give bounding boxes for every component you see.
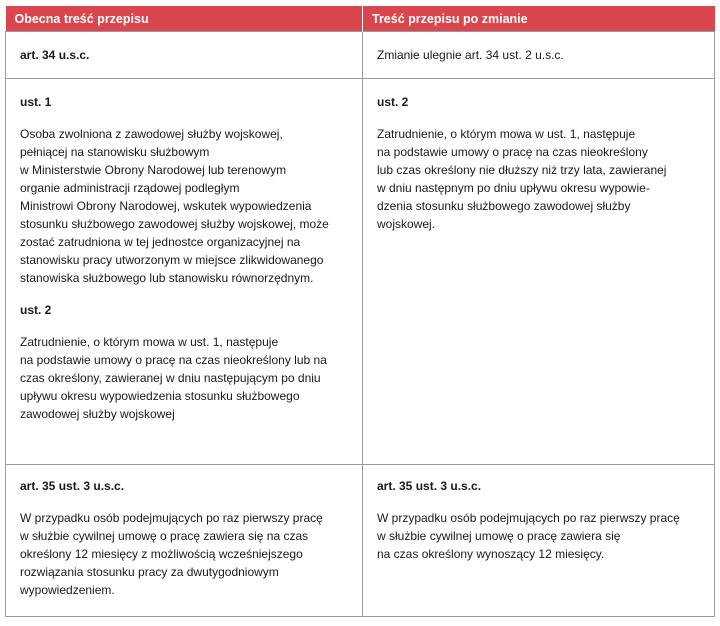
- table-row: [6, 465, 715, 617]
- cell-current: [6, 79, 363, 465]
- section-label: ust. 2: [377, 95, 409, 109]
- article-text: W przypadku osób podejmujących po raz pierwszy pracę w służbie cywilnej umowę o pracę zawiera się na czas określony wynoszący 12 miesięcy.: [377, 511, 680, 561]
- table-row: [6, 79, 715, 465]
- comparison-table: [5, 6, 715, 617]
- section-text: Zatrudnienie, o którym mowa w ust. 1, następuje na podstawie umowy o pracę na czas nieokreślony lub na czas określony, zawieranej w dniu następującym po dniu upływu okresu wypowiedzenia stosunku służbowego zawodowej służby wojskowej: [20, 335, 327, 421]
- section-text: Zatrudnienie, o którym mowa w ust. 1, następuje na podstawie umowy o pracę na czas nieokreślony lub czas określony nie dłuższy niż trzy lata, zawieranej w dniu następnym po dniu upływu okresu wypowie- dzenia stosunku służbowego zawodowej służby wojskowej.: [377, 127, 667, 231]
- section-label: ust. 2: [20, 303, 52, 317]
- section-label: ust. 1: [20, 95, 52, 109]
- section-text: Osoba zwolniona z zawodowej służby wojskowej, pełniącej na stanowisku służbowym w Ministerstwie Obrony Narodowej lub terenowym organie administracji rządowej podległym Ministrowi Obrony Narodowej, wskutek wypowiedzenia stosunku służbowego zawodowej służby wojskowej, może zostać zatrudniona w tej jednostce organizacyjnej na stanowisku pracy utworzonym w miejsce zlikwidowanego stanowiska służbowego lub stanowisku równorzędnym.: [20, 127, 329, 285]
- article-reference: art. 35 ust. 3 u.s.c.: [377, 479, 482, 493]
- cell-changed: [363, 32, 715, 79]
- cell-current: [6, 465, 363, 617]
- cell-current: [6, 32, 363, 79]
- change-note: Zmianie ulegnie art. 34 ust. 2 u.s.c.: [377, 48, 564, 62]
- article-reference: art. 34 u.s.c.: [20, 48, 90, 62]
- article-reference: art. 35 ust. 3 u.s.c.: [20, 479, 125, 493]
- header-row: [6, 6, 715, 32]
- header-current-text: Obecna treść przepisu: [6, 6, 363, 32]
- article-text: W przypadku osób podejmujących po raz pierwszy pracę w służbie cywilnej umowę o pracę zawiera się na czas określony 12 miesięcy z możliwością wcześniejszego rozwiązania stosunku pracy za dwutygodniowym wypowiedzeniem.: [20, 511, 323, 597]
- cell-changed: [363, 465, 715, 617]
- table-row: [6, 32, 715, 79]
- header-text-after-change: Treść przepisu po zmianie: [363, 6, 715, 32]
- cell-changed: [363, 79, 715, 465]
